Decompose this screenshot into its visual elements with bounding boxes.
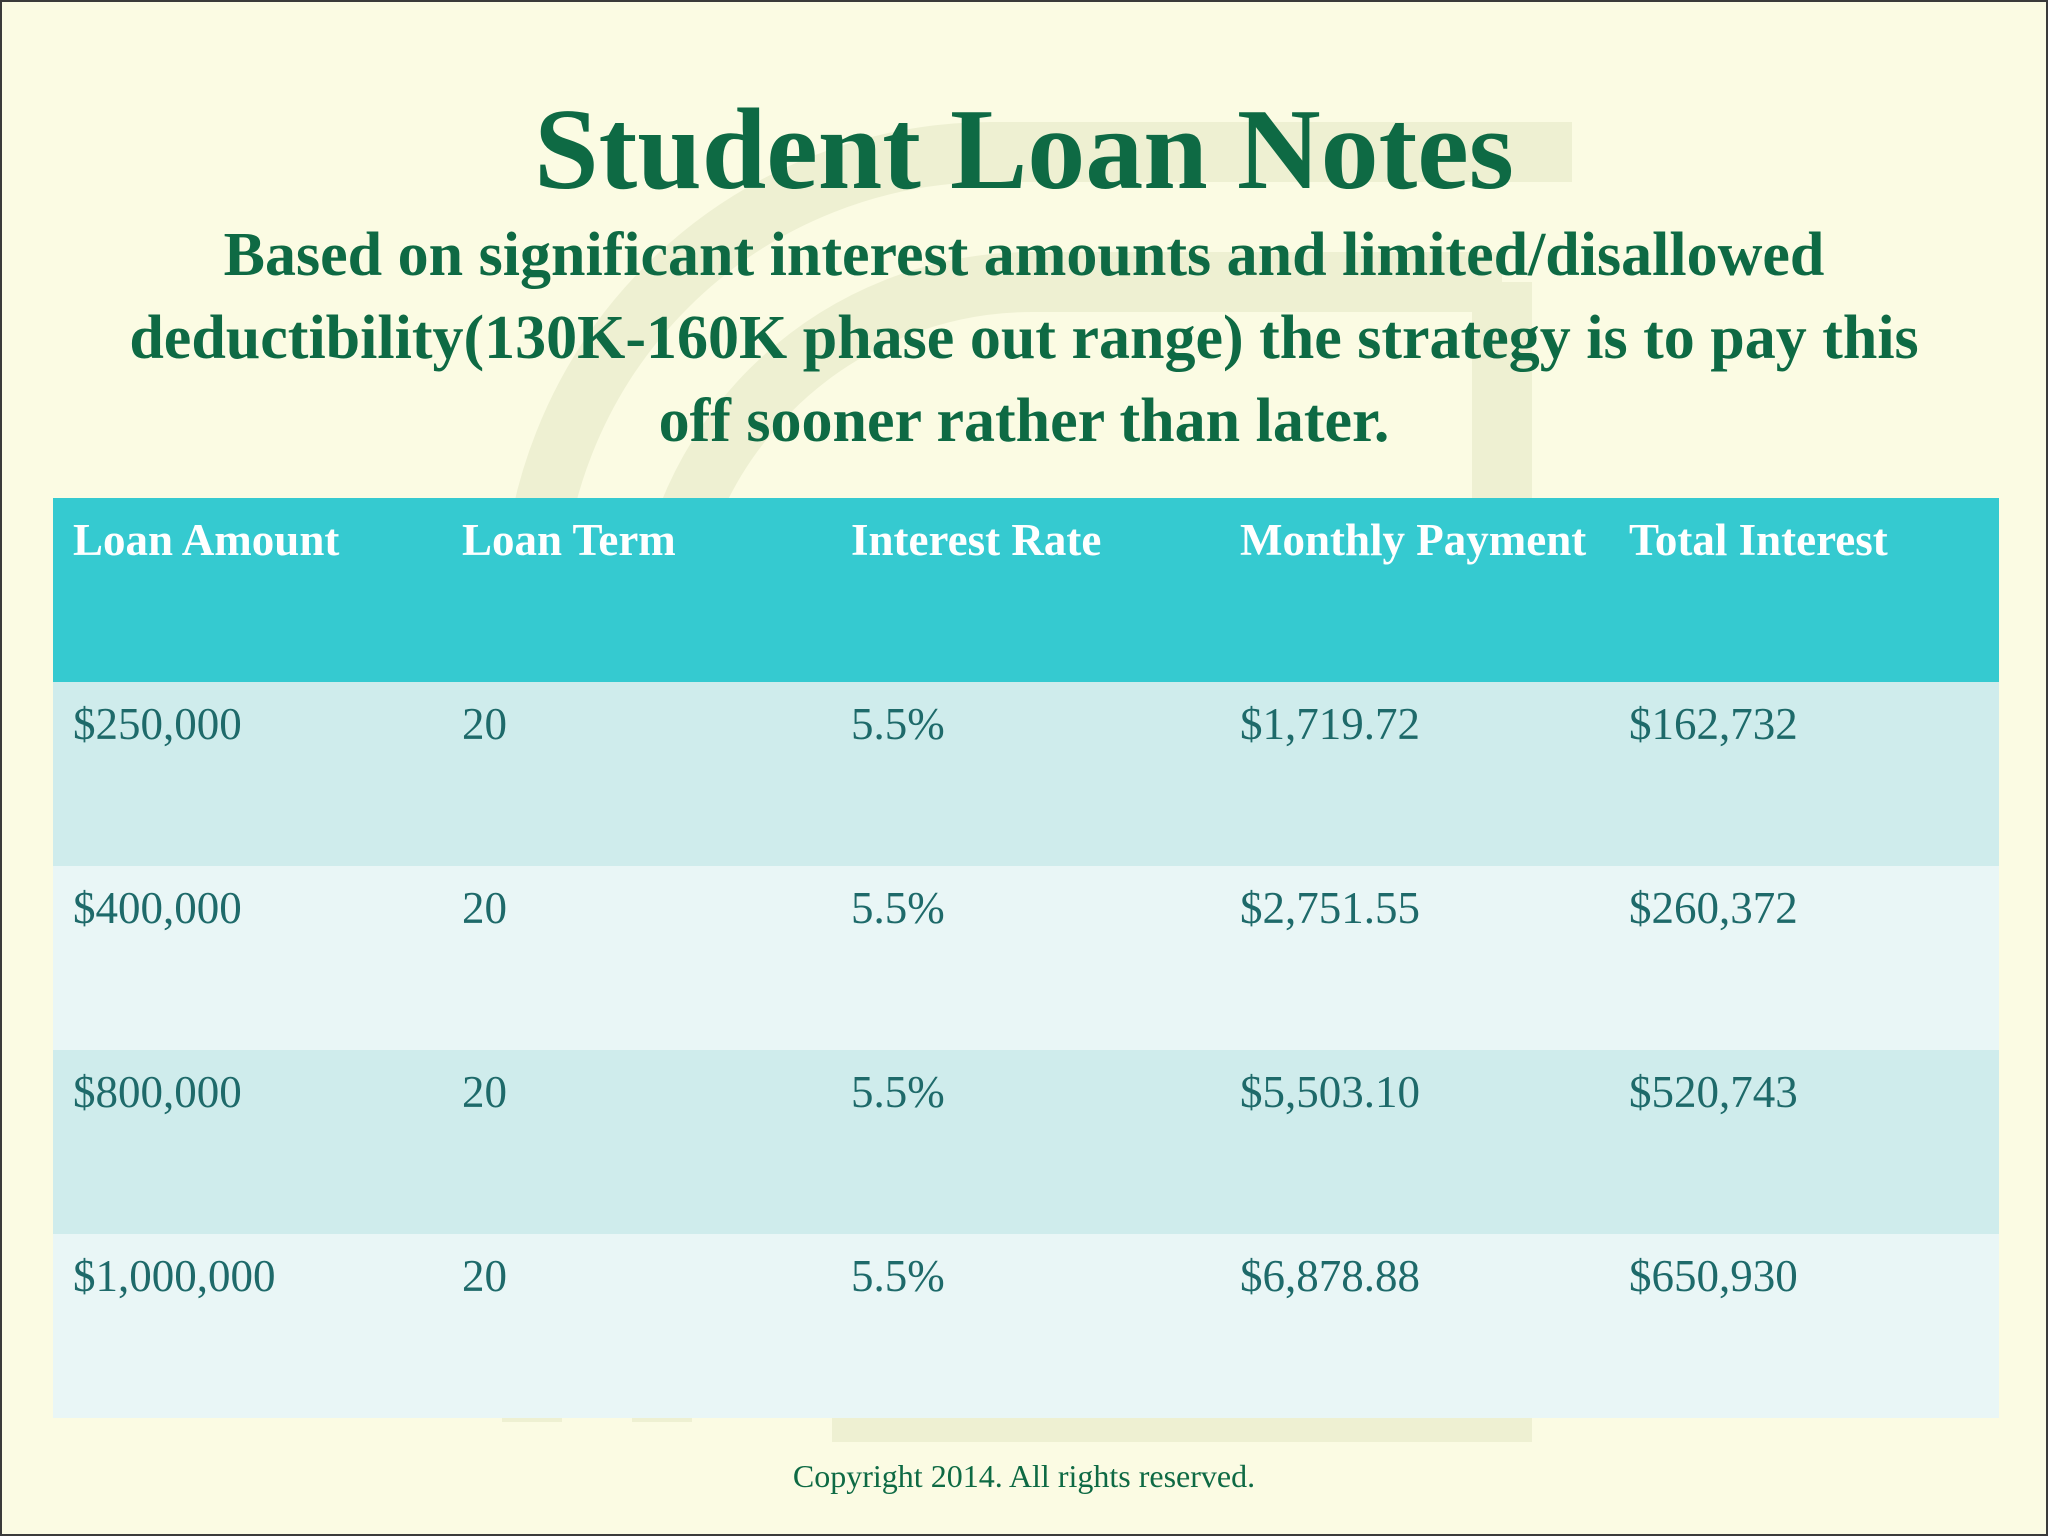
- cell-monthly-payment: $5,503.10: [1240, 1067, 1420, 1117]
- table-row: [53, 1234, 1999, 1418]
- cell-monthly-payment: $1,719.72: [1240, 699, 1420, 749]
- cell-loan-amount: $800,000: [73, 1067, 242, 1117]
- table-row: [53, 866, 1999, 1050]
- page-title: Student Loan Notes: [534, 86, 1514, 214]
- cell-loan-amount: $400,000: [73, 883, 242, 933]
- cell-loan-amount: $250,000: [73, 699, 242, 749]
- cell-interest-rate: 5.5%: [851, 699, 945, 749]
- loan-table: [53, 498, 1999, 1418]
- page-subtitle: Based on significant interest amounts and limited/disallowed deductibility(130K-160K phase out range) the strategy is to pay this off sooner rather than later.: [129, 221, 1919, 455]
- cell-loan-term: 20: [462, 1067, 507, 1117]
- cell-total-interest: $520,743: [1629, 1067, 1798, 1117]
- table-header-row: [53, 498, 1999, 682]
- cell-total-interest: $260,372: [1629, 883, 1798, 933]
- copyright-footer: Copyright 2014. All rights reserved.: [792, 1458, 1256, 1494]
- cell-monthly-payment: $2,751.55: [1240, 883, 1420, 933]
- header-monthly-payment: Monthly Payment: [1240, 515, 1587, 565]
- table-row: [53, 1050, 1999, 1234]
- cell-monthly-payment: $6,878.88: [1240, 1251, 1420, 1301]
- cell-loan-term: 20: [462, 883, 507, 933]
- cell-interest-rate: 5.5%: [851, 1067, 945, 1117]
- cell-total-interest: $162,732: [1629, 699, 1798, 749]
- cell-loan-term: 20: [462, 1251, 507, 1301]
- cell-interest-rate: 5.5%: [851, 883, 945, 933]
- cell-loan-term: 20: [462, 699, 507, 749]
- header-loan-term: Loan Term: [462, 515, 676, 565]
- cell-interest-rate: 5.5%: [851, 1251, 945, 1301]
- table-row: [53, 682, 1999, 866]
- header-loan-amount: Loan Amount: [73, 515, 340, 565]
- header-interest-rate: Interest Rate: [851, 515, 1102, 565]
- cell-total-interest: $650,930: [1629, 1251, 1798, 1301]
- cell-loan-amount: $1,000,000: [73, 1251, 276, 1301]
- header-total-interest: Total Interest: [1629, 515, 1888, 565]
